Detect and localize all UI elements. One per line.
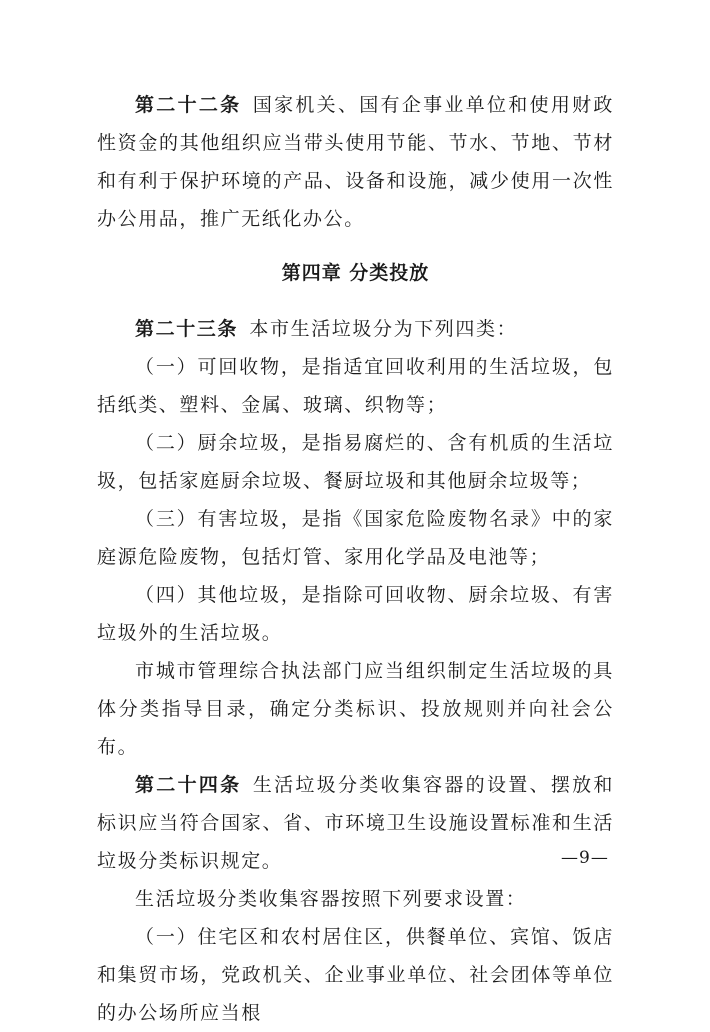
- article-24-title: 第二十四条: [135, 774, 242, 796]
- page-number: —9—: [561, 848, 609, 868]
- article-23-intro: 本市生活垃圾分为下列四类：: [249, 318, 518, 340]
- article-23-item-4: （四）其他垃圾，是指除可回收物、厨余垃圾、有害垃圾外的生活垃圾。: [97, 584, 614, 644]
- article-22-text: 国家机关、国有企事业单位和使用财政性资金的其他组织应当带头使用节能、节水、节地、节材和有利于保护环境的产品、设备和设施，减少使用一次性办公用品，推广无纸化办公。: [97, 94, 614, 230]
- article-23-item-1: （一）可回收物，是指适宜回收利用的生活垃圾，包括纸类、塑料、金属、玻璃、织物等；: [97, 356, 614, 416]
- article-24-para-2: 生活垃圾分类收集容器按照下列要求设置：: [135, 888, 527, 910]
- article-23-paragraph: [97, 310, 614, 348]
- article-24-item-1: （一）住宅区和农村居住区，供餐单位、宾馆、饭店和集贸市场，党政机关、企业事业单位、社会团体等单位的办公场所应当根: [97, 926, 614, 1024]
- article-22-paragraph: [97, 86, 614, 238]
- article-24-text: 生活垃圾分类收集容器的设置、摆放和标识应当符合国家、省、市环境卫生设施设置标准和生活垃圾分类标识规定。: [97, 774, 614, 872]
- article-23-item-2: （二）厨余垃圾，是指易腐烂的、含有机质的生活垃圾，包括家庭厨余垃圾、餐厨垃圾和其他厨余垃圾等；: [97, 432, 614, 492]
- article-23-title: 第二十三条: [135, 318, 239, 340]
- article-22-title: 第二十二条: [135, 94, 242, 116]
- article-23-closing: 市城市管理综合执法部门应当组织制定生活垃圾的具体分类指导目录，确定分类标识、投放规则并向社会公布。: [97, 660, 614, 758]
- article-23-item-3: （三）有害垃圾，是指《国家危险废物名录》中的家庭源危险废物，包括灯管、家用化学品及电池等；: [97, 508, 614, 568]
- chapter-heading: 第四章 分类投放: [281, 262, 430, 284]
- article-24-paragraph: [97, 766, 614, 880]
